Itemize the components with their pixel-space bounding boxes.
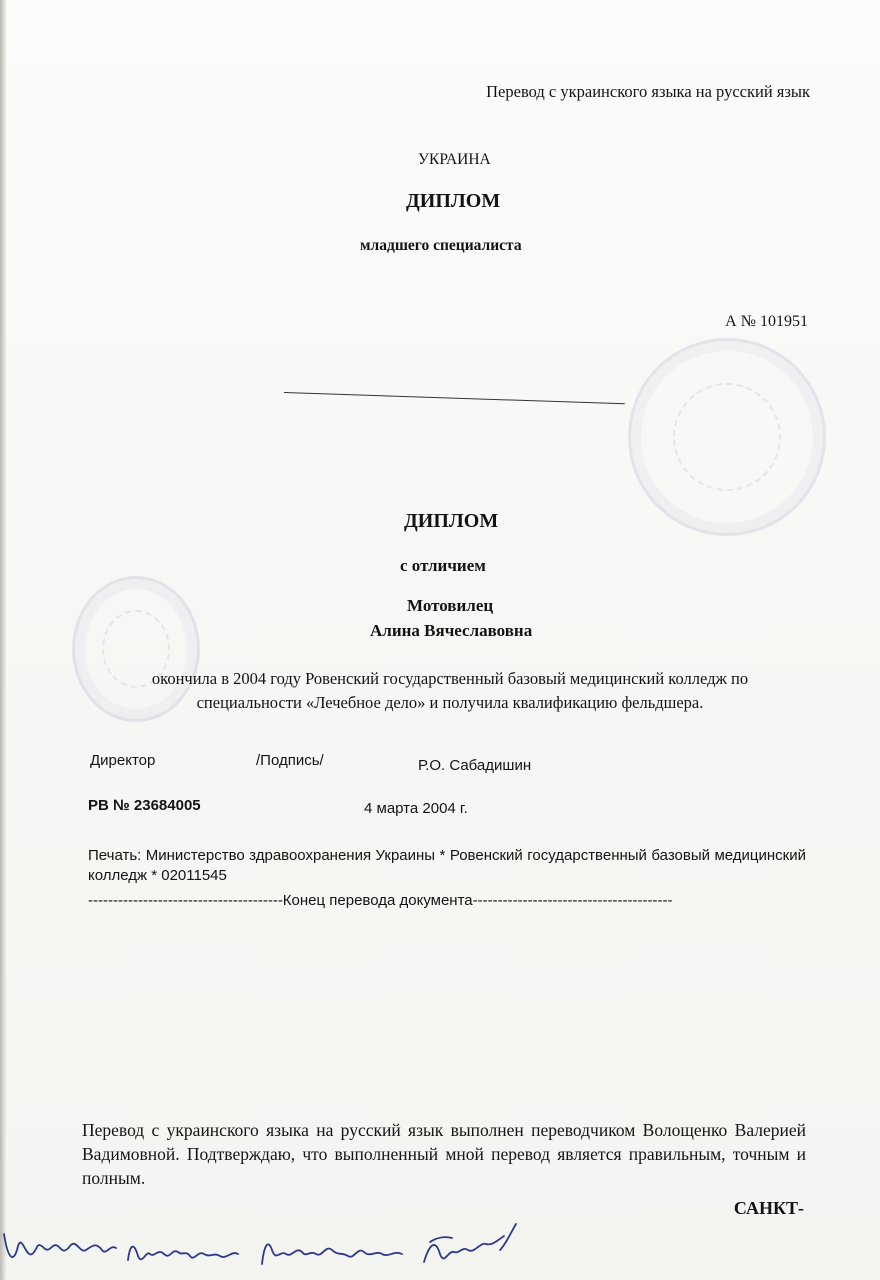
country-label: УКРАИНА	[418, 151, 491, 168]
registration-number: РВ № 23684005	[88, 797, 201, 814]
director-role: Директор	[90, 752, 156, 769]
diploma-series-number: А № 101951	[725, 313, 808, 330]
director-name: Р.О. Сабадишин	[418, 757, 532, 774]
graduation-statement: окончила в 2004 году Ровенский государственный базовый медицинский колледж по специальности «Лечебное дело» и получила квалификацию фельдшера.	[151, 669, 749, 712]
city-fragment: САНКТ-	[733, 1198, 804, 1218]
body-title: ДИПЛОМ	[404, 510, 499, 532]
diploma-title: ДИПЛОМ	[406, 190, 501, 212]
end-of-translation-marker: ---------------------------------------Конец перевода документа----------------------------------------	[88, 892, 673, 909]
translation-note: Перевод с украинского языка на русский язык	[486, 82, 810, 101]
graduate-surname: Мотовилец	[407, 596, 494, 615]
issue-date: 4 марта 2004 г.	[364, 800, 468, 817]
handwritten-signature	[0, 1220, 540, 1280]
diploma-subtitle: младшего специалиста	[360, 237, 522, 254]
divider-line	[284, 392, 625, 404]
seal-description: Печать: Министерство здравоохранения Украины * Ровенский государственный базовый медицинский колледж * 02011545	[88, 847, 806, 884]
translator-statement: Перевод с украинского языка на русский язык выполнен переводчиком Волощенко Валерией Вадимовной. Подтверждаю, что выполненный мной перевод является правильным, точным и полным.	[82, 1120, 806, 1188]
faint-stamp-right	[628, 338, 826, 536]
graduate-given-names: Алина Вячеславовна	[370, 621, 533, 640]
distinction-label: с отличием	[400, 556, 486, 575]
signature-note: /Подпись/	[256, 752, 324, 769]
